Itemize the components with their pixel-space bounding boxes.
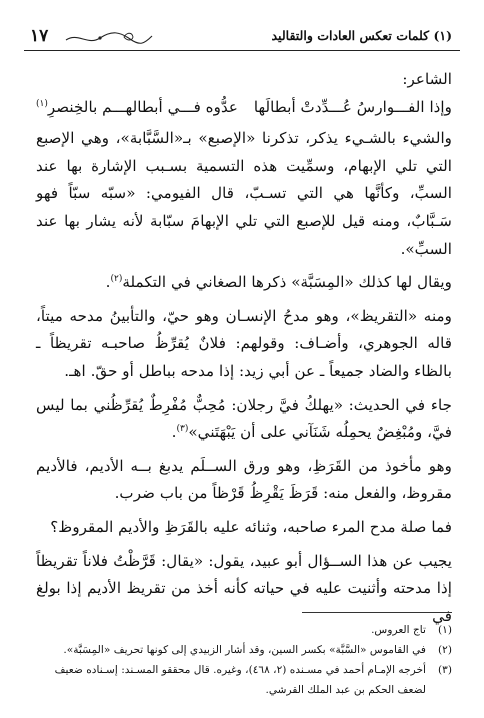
footnote-2 (36, 640, 452, 660)
footnote-mark-2: (٢) (110, 274, 123, 285)
footnote-1 (36, 620, 452, 640)
paragraph-qaraz: وهو مأخوذ من القَرَظِ، وهو ورق الســلَم يدبغ بــه الأديم، فالأديم مقروظ، والفعل منه: قَرَظَ يَقْرِظُ قَرْظاً من باب ضرب. (36, 456, 452, 503)
paragraph-misabba: ويقال لها كذلك «المِسَبَّة» ذكرها الصغاني في التكملة$^{(٢)}$. (105, 273, 452, 292)
paragraph-hadith-text: جاء في الحديث: «يهلكُ فيَّ رجلان: مُحِبٌّ مُفْرِطٌ يُقرِّظُني بما ليس فيَّ، ومُبْغِضٌ يحمِلُه شَنَآني على أن يَبْهَتَني» (36, 395, 452, 442)
paragraph-answer: يجيب عن هذا الســؤال أبو عبيد، يقول: «يقال: قَرَّظْتُ فلاناً تقريظاً إذا مدحته وأثنيت عليه في حياته كأنه أخذ من تقريظ الأديم إذا بولغ في (36, 551, 452, 625)
paragraph-misabba-text: ويقال لها كذلك «المِسَبَّة» ذكرها الصغاني في التكملة (122, 273, 452, 292)
paragraph-taqriz: ومنه «التقريظ»، وهو مدحُ الإنسـان وهو حيّ، والتأبينُ مدحه ميتاً، قاله الجوهري، وأضـاف: وقولهم: فلانٌ يُقرِّظُ صاحبـه تقريظاً ـ بالظاء والضاد جميعاً ـ عن أبي زيد: إذا مدحه بباطل أو حقّ. اهـ. (36, 306, 452, 380)
main-text (36, 66, 452, 630)
paragraph-question: فما صلة مدح المرء صاحبه، وثنائه عليه بالقَرَظِ والأديم المقروظ؟ (50, 517, 452, 536)
footnote-mark-1: (١) (36, 98, 48, 109)
footnote-text: أخرجه الإمـام أحمد في مسـنده (٢، ٤٦٨)، وغيره. قال محققو المسـند: إسـناده ضعيف (54, 664, 426, 676)
page-number: ١٧ (30, 26, 49, 46)
footnote-text: في القاموس «السَّبَّة» بكسر السين، وقد أشار الزبيدي إلى كونها تحريف «المِسَبَّة». (63, 644, 426, 656)
paragraph-sabbaba: والشيء بالشـيء يذكر، تذكرنا «الإصبع» بـ«السَّبَّابة»، وهي الإصبع التي تلي الإبهام، وسمِّيت هذه التسمية بسـبب الإشارة بها عند السبِّ، وكأنَّها هي التي تسـبّ، قال الفيومي: «سبّه سبّاً فهو سَـبَّابٌ، ومنه قيل للإصبع التي تلي الإبهامَ سبّابة لأنه يشار بها عند السبِّ». (36, 129, 452, 258)
verse-second-hemistich (36, 94, 238, 122)
footnote-3 (36, 660, 452, 680)
verse-first-hemistich: وإذا الفـــوارسُ عُـــدِّدتْ أبطالَها (253, 97, 452, 116)
footnote-3-continuation: لضعف الحكم بن عبد الملك القرشي. (265, 684, 426, 696)
page-header (26, 26, 460, 48)
poetry-verse (36, 94, 452, 122)
verse-second-text: عدُّوه فـــي أبطالهـــم بالخِنصرِ (47, 97, 238, 116)
header-rule (24, 50, 460, 51)
footnote-number: (١) (438, 624, 452, 636)
running-title: (١) كلمات تعكس العادات والتقاليد (271, 28, 452, 43)
footnote-number: (٢) (438, 644, 452, 656)
paragraph-hadith: جاء في الحديث: «يهلكُ فيَّ رجلان: مُحِبٌّ مُفْرِطٌ يُقرِّظُني بما ليس فيَّ، ومُبْغِضٌ يحمِلُه شَنَآني على أن يَبْهَتَني»$^{(٣)}$. (36, 395, 452, 442)
footnote-text: تاج العروس. (371, 624, 426, 636)
footnotes (36, 620, 452, 700)
footnote-mark-3: (٣) (176, 424, 189, 435)
footnote-number: (٣) (438, 664, 452, 676)
footnote-rule (302, 612, 452, 613)
ornament-flourish-icon (64, 28, 154, 48)
poet-label: الشاعر: (402, 70, 452, 88)
